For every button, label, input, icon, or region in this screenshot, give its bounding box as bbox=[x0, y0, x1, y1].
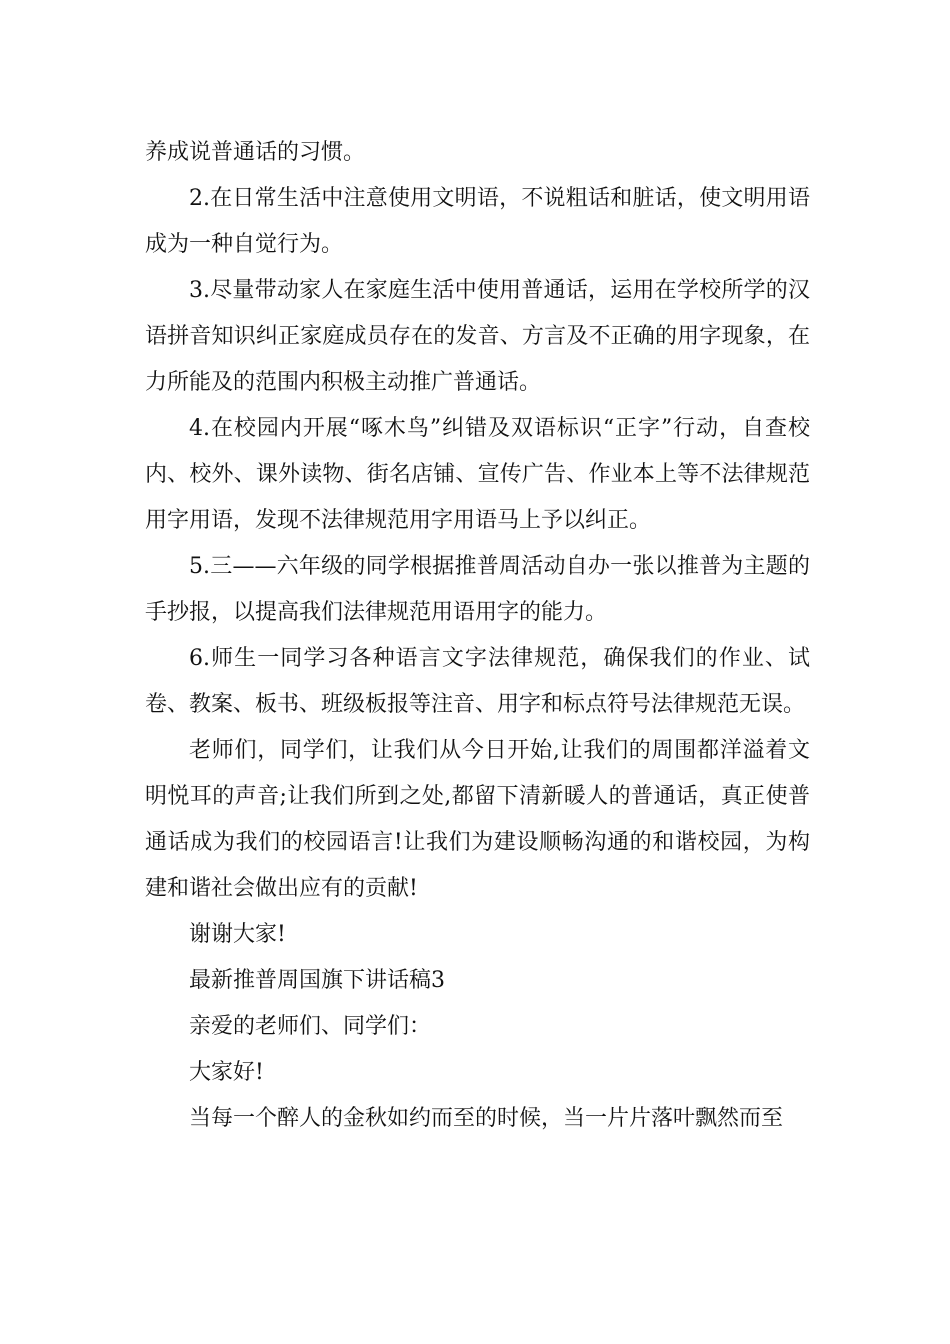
paragraph: 养成说普通话的习惯。 bbox=[145, 140, 366, 165]
paragraph: 当每一个醉人的金秋如约而至的时候，当一片片落叶飘然而至 bbox=[189, 1106, 784, 1131]
closing-line: 谢谢大家! bbox=[189, 922, 286, 947]
paragraph: 2.在日常生活中注意使用文明语，不说粗话和脏话，使文明用语成为一种自觉行为。 bbox=[145, 186, 810, 257]
salutation: 亲爱的老师们、同学们： bbox=[189, 1014, 432, 1039]
paragraph: 4.在校园内开展“啄木鸟”纠错及双语标识“正字”行动，自查校内、校外、课外读物、街名店铺、宣传广告、作业本上等不法律规范用字用语，发现不法律规范用字用语马上予以纠正。 bbox=[145, 416, 810, 533]
paragraph: 老师们，同学们，让我们从今日开始,让我们的周围都洋溢着文明悦耳的声音;让我们所到之处,都留下清新暖人的普通话，真正使普通话成为我们的校园语言!让我们为建设顺畅沟通的和谐校园，为构建和谐社会做出应有的贡献! bbox=[145, 738, 810, 901]
paragraph: 5.三——六年级的同学根据推普周活动自办一张以推普为主题的手抄报，以提高我们法律规范用语用字的能力。 bbox=[145, 554, 810, 625]
paragraph: 6.师生一同学习各种语言文字法律规范，确保我们的作业、试卷、教案、板书、班级板报等注音、用字和标点符号法律规范无误。 bbox=[145, 646, 810, 717]
document-body bbox=[145, 130, 810, 1142]
greeting: 大家好! bbox=[189, 1060, 264, 1085]
section-title: 最新推普周国旗下讲话稿3 bbox=[189, 968, 445, 993]
paragraph: 3.尽量带动家人在家庭生活中使用普通话，运用在学校所学的汉语拼音知识纠正家庭成员存在的发音、方言及不正确的用字现象，在力所能及的范围内积极主动推广普通话。 bbox=[145, 278, 810, 395]
